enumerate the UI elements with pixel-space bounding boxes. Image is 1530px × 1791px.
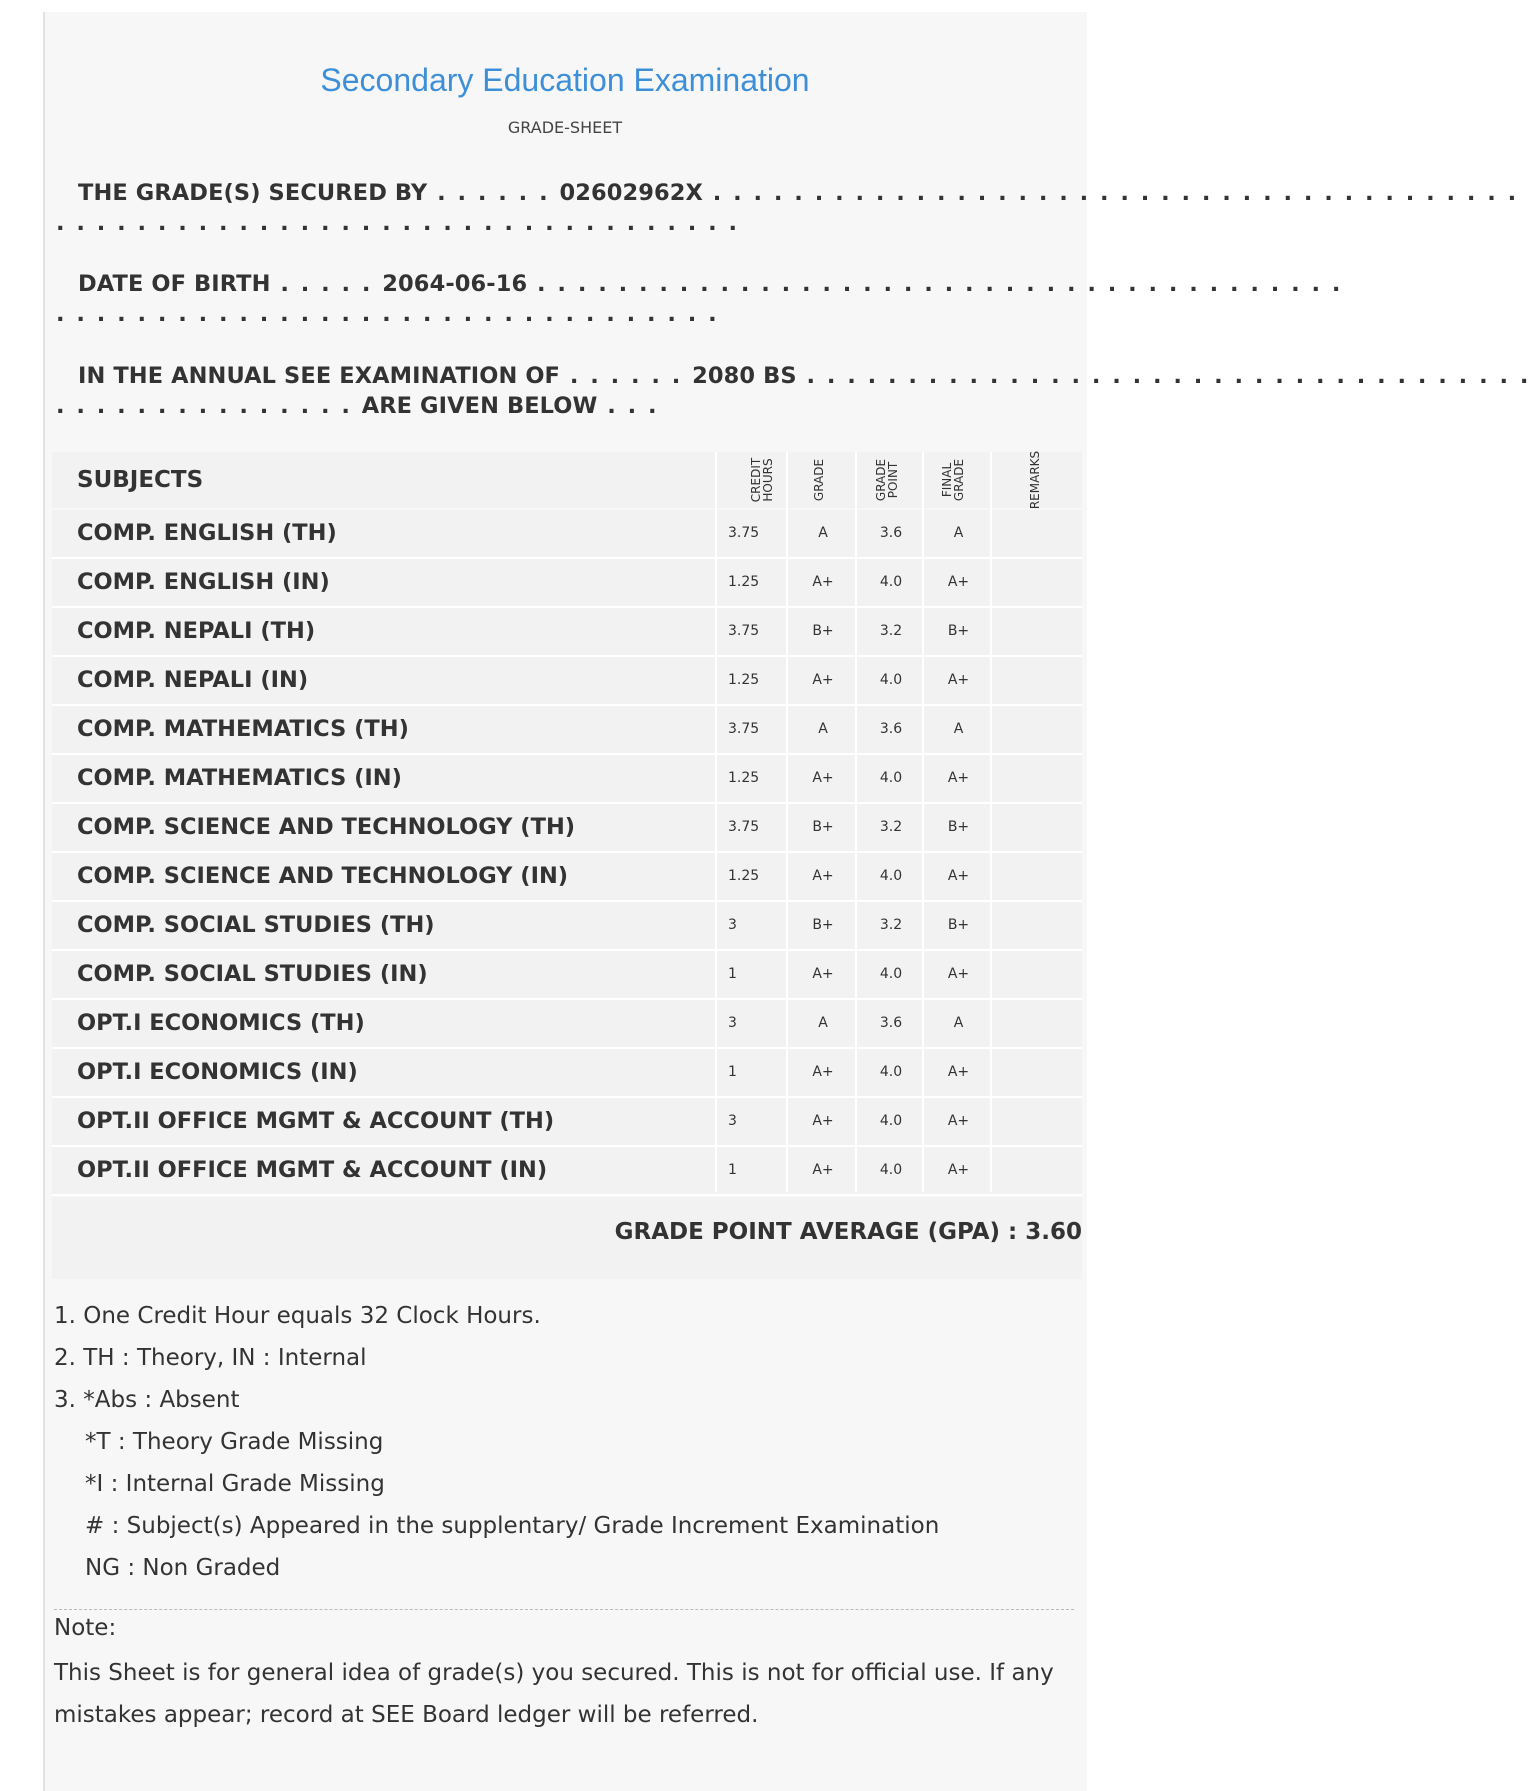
table-row (52, 706, 1082, 755)
grade-point-cell: 4.0 (879, 1064, 903, 1080)
header-subjects: SUBJECTS (77, 467, 204, 493)
legend-sub-item: *I : Internal Grade Missing (85, 1471, 385, 1497)
final-grade-cell: A+ (947, 1064, 970, 1080)
subject-cell: OPT.I ECONOMICS (TH) (77, 1010, 365, 1036)
grade-point-cell: 4.0 (879, 1113, 903, 1129)
header-credit-hours: CREDIT HOURS (749, 457, 776, 503)
grade-point-cell: 4.0 (879, 966, 903, 982)
credit-hours-cell: 3.75 (728, 525, 760, 541)
subject-cell: COMP. SOCIAL STUDIES (IN) (77, 961, 428, 987)
credit-hours-cell: 3 (728, 1113, 737, 1129)
remarks-cell (993, 853, 1073, 900)
grade-point-cell: 3.6 (879, 721, 903, 737)
subject-cell: COMP. ENGLISH (IN) (77, 569, 330, 595)
grade-cell: A+ (812, 1113, 834, 1129)
table-row (52, 853, 1082, 902)
gpa-row (52, 1197, 1082, 1279)
grade-cell: A+ (812, 1162, 834, 1178)
legend (54, 1295, 1074, 1589)
subject-cell: COMP. ENGLISH (TH) (77, 520, 337, 546)
table-header (52, 452, 1082, 508)
subject-cell: COMP. MATHEMATICS (IN) (77, 765, 402, 791)
remarks-cell (993, 608, 1073, 655)
legend-item: 1. One Credit Hour equals 32 Clock Hours. (54, 1303, 541, 1329)
subject-cell: OPT.II OFFICE MGMT & ACCOUNT (IN) (77, 1157, 548, 1183)
note-title: Note: (54, 1615, 117, 1641)
given-below: ARE GIVEN BELOW (361, 393, 598, 419)
page-subtitle: GRADE-SHEET (507, 118, 623, 137)
grade-point-cell: 3.6 (879, 525, 903, 541)
remarks-cell (993, 706, 1073, 753)
credit-hours-cell: 3.75 (728, 623, 760, 639)
remarks-cell (993, 1049, 1073, 1096)
header-grade-point: GRADE POINT (874, 458, 900, 502)
grade-point-cell: 4.0 (879, 868, 903, 884)
grade-cell: A (818, 525, 828, 541)
table-row (52, 1049, 1082, 1098)
header-grade: GRADE (812, 458, 826, 502)
remarks-cell (993, 902, 1073, 949)
subject-cell: COMP. NEPALI (IN) (77, 667, 309, 693)
grade-point-cell: 4.0 (879, 672, 903, 688)
final-grade-cell: B+ (947, 623, 970, 639)
grade-cell: A+ (812, 672, 834, 688)
final-grade-cell: A (953, 721, 964, 737)
final-grade-cell: B+ (947, 819, 970, 835)
grade-point-cell: 4.0 (879, 770, 903, 786)
grade-cell: A+ (812, 868, 834, 884)
divider (54, 1609, 1074, 1610)
remarks-cell (993, 1147, 1073, 1194)
credit-hours-cell: 3.75 (728, 819, 760, 835)
credit-hours-cell: 1.25 (728, 868, 760, 884)
column-divider (855, 452, 857, 1192)
table-row (52, 1147, 1082, 1196)
credit-hours-cell: 1.25 (728, 672, 760, 688)
info-date-of-birth: DATE OF BIRTH . . . . . 2064-06-16 . . . . . . . . . . . . . . . . . . . . . . . . . . . . . . . . . . . . . . . . . . . . . . . . . . . . . . . . . . . . . . . . . . . . . . . . . (56, 271, 1343, 327)
credit-hours-cell: 1.25 (728, 770, 760, 786)
final-grade-cell: A+ (947, 672, 970, 688)
subject-cell: COMP. SCIENCE AND TECHNOLOGY (TH) (77, 814, 576, 840)
legend-sub-item: NG : Non Graded (85, 1555, 281, 1581)
credit-hours-cell: 1.25 (728, 574, 760, 590)
final-grade-cell: A+ (947, 1162, 970, 1178)
final-grade-cell: A+ (947, 574, 970, 590)
subject-cell: COMP. SCIENCE AND TECHNOLOGY (IN) (77, 863, 569, 889)
legend-item: 3. *Abs : Absent (54, 1387, 240, 1413)
table-row (52, 1000, 1082, 1049)
legend-sub-item: *T : Theory Grade Missing (85, 1429, 384, 1455)
remarks-cell (993, 951, 1073, 998)
dob-value: 2064-06-16 (382, 271, 528, 297)
grade-cell: A (818, 721, 828, 737)
legend-item: 2. TH : Theory, IN : Internal (54, 1345, 367, 1371)
grade-sheet (43, 12, 1530, 1791)
remarks-cell (993, 755, 1073, 802)
grade-cell: A+ (812, 770, 834, 786)
credit-hours-cell: 3 (728, 1015, 737, 1031)
grade-cell: A+ (812, 966, 834, 982)
info-exam: IN THE ANNUAL SEE EXAMINATION OF . . . . . . 2080 BS . . . . . . . . . . . . . . . . . . . . . . . . . . . . . . . . . . . . . . . . . . . . . . . . . . . ARE GIVEN BELOW . . . (56, 363, 1530, 419)
subject-cell: COMP. SOCIAL STUDIES (TH) (77, 912, 435, 938)
dob-label: DATE OF BIRTH (78, 271, 271, 297)
table-row (52, 1098, 1082, 1147)
column-divider (990, 452, 992, 1192)
grade-cell: A+ (812, 1064, 834, 1080)
credit-hours-cell: 1 (728, 1064, 737, 1080)
note-text: This Sheet is for general idea of grade(s) you secured. This is not for official use. If any mistakes appear; record at SEE Board ledger will be referred. (54, 1660, 1054, 1728)
final-grade-cell: A (953, 525, 964, 541)
grade-point-cell: 4.0 (879, 1162, 903, 1178)
remarks-cell (993, 559, 1073, 606)
grade-cell: B+ (812, 623, 834, 639)
remarks-cell (993, 510, 1073, 557)
grade-point-cell: 4.0 (879, 574, 903, 590)
final-grade-cell: A+ (947, 770, 970, 786)
subject-cell: COMP. MATHEMATICS (TH) (77, 716, 409, 742)
remarks-cell (993, 1000, 1073, 1047)
page-title: Secondary Education Examination (320, 62, 810, 98)
legend-sub-item: # : Subject(s) Appeared in the supplentary/ Grade Increment Examination (85, 1513, 940, 1539)
remarks-cell (993, 657, 1073, 704)
subject-cell: COMP. NEPALI (TH) (77, 618, 316, 644)
column-divider (922, 452, 924, 1192)
subject-cell: OPT.I ECONOMICS (IN) (77, 1059, 358, 1085)
grade-point-cell: 3.2 (879, 917, 903, 933)
final-grade-cell: A+ (947, 966, 970, 982)
final-grade-cell: A+ (947, 868, 970, 884)
secured-label: THE GRADE(S) SECURED BY (78, 180, 428, 206)
column-divider (715, 452, 717, 1192)
credit-hours-cell: 3.75 (728, 721, 760, 737)
grade-cell: B+ (812, 917, 834, 933)
grade-point-cell: 3.6 (879, 1015, 903, 1031)
credit-hours-cell: 1 (728, 1162, 737, 1178)
subject-cell: OPT.II OFFICE MGMT & ACCOUNT (TH) (77, 1108, 555, 1134)
credit-hours-cell: 3 (728, 917, 737, 933)
table-row (52, 951, 1082, 1000)
exam-label: IN THE ANNUAL SEE EXAMINATION OF (78, 363, 561, 389)
grade-cell: A (818, 1015, 828, 1031)
remarks-cell (993, 1098, 1073, 1145)
secured-value: 02602962X (559, 180, 703, 206)
table-row (52, 608, 1082, 657)
grade-cell: A+ (812, 574, 834, 590)
final-grade-cell: A (953, 1015, 964, 1031)
header-remarks: REMARKS (1028, 450, 1042, 510)
grade-cell: B+ (812, 819, 834, 835)
grade-point-cell: 3.2 (879, 623, 903, 639)
grade-point-cell: 3.2 (879, 819, 903, 835)
header-final-grade: FINAL GRADE (940, 458, 966, 502)
exam-value: 2080 BS (692, 363, 797, 389)
final-grade-cell: A+ (947, 1113, 970, 1129)
table-row (52, 510, 1082, 559)
table-row (52, 657, 1082, 706)
table-row (52, 902, 1082, 951)
final-grade-cell: B+ (947, 917, 970, 933)
table-row (52, 755, 1082, 804)
table-row (52, 559, 1082, 608)
credit-hours-cell: 1 (728, 966, 737, 982)
info-secured-by: THE GRADE(S) SECURED BY . . . . . . 02602962X . . . . . . . . . . . . . . . . . . . . . . . . . . . . . . . . . . . . . . . . . . . . . . . . . . . . . . . . . . . . . . . . . . . . . . . . . . (56, 180, 1519, 236)
remarks-cell (993, 804, 1073, 851)
gpa-text: GRADE POINT AVERAGE (GPA) : 3.60 (614, 1219, 1082, 1245)
column-divider (786, 452, 788, 1192)
table-row (52, 804, 1082, 853)
